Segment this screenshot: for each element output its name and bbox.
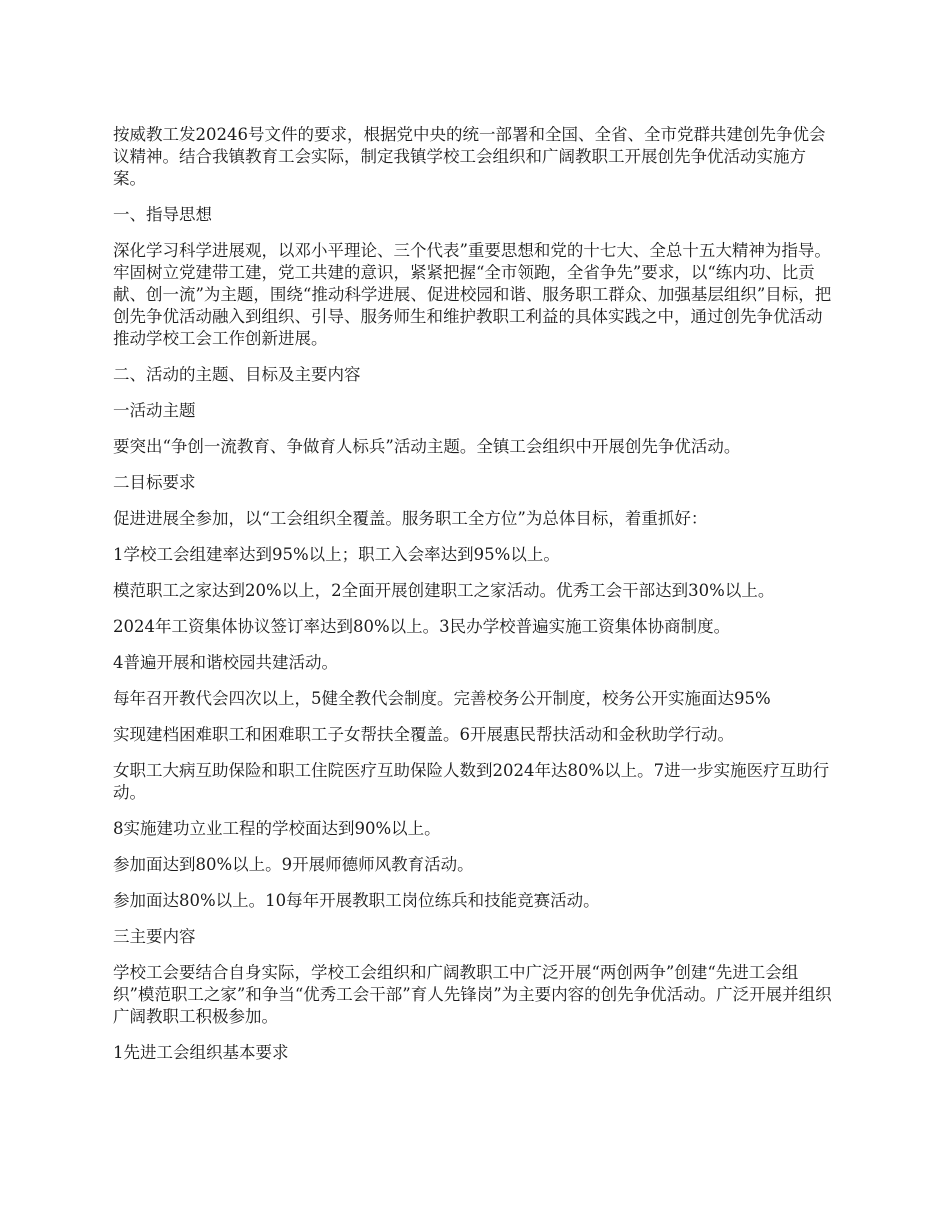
document-body [113, 124, 833, 1078]
goal-item-10: 参加面达80%以上。10每年开展教职工岗位练兵和技能竞赛活动。 [113, 891, 600, 910]
goal-requirements-paragraph: 促进进展全参加，以“工会组织全覆盖。服务职工全方位”为总体目标，着重抓好： [113, 509, 708, 528]
goal-item-6: 实现建档困难职工和困难职工子女帮扶全覆盖。6开展惠民帮扶活动和金秋助学行动。 [113, 725, 734, 744]
subheading-activity-theme: 一活动主题 [113, 401, 196, 420]
activity-theme-paragraph: 要突出“争创一流教育、争做育人标兵”活动主题。全镇工会组织中开展创先争优活动。 [113, 437, 741, 456]
main-content-paragraph: 学校工会要结合自身实际，学校工会组织和广阔教职工中广泛开展“两创两争”创建“先进工会组织”模范职工之家”和争当“优秀工会干部”育人先锋岗”为主要内容的创先争优活动。广泛开展并组织广阔教职工积极参加。 [113, 963, 832, 1026]
subheading-advanced-union-requirements: 1先进工会组织基本要求 [113, 1043, 289, 1062]
guiding-ideology-paragraph: 深化学习科学进展观，以邓小平理论、三个代表”重要思想和党的十七大、全总十五大精神为指导。牢固树立党建带工建，党工共建的意识，紧紧把握“全市领跑，全省争先”要求，以“练内功、比贡献、创一流”为主题，围绕“推动科学进展、促进校园和谐、服务职工群众、加强基层组织”目标，把创先争优活动融入到组织、引导、服务师生和维护教职工利益的具体实践之中，通过创先争优活动推动学校工会工作创新进展。 [113, 241, 832, 348]
goal-item-8: 8实施建功立业工程的学校面达到90%以上。 [113, 819, 441, 838]
intro-paragraph: 按威教工发20246号文件的要求，根据党中央的统一部署和全国、全省、全市党群共建创先争优会议精神。结合我镇教育工会实际，制定我镇学校工会组织和广阔教职工开展创先争优活动实施方案。 [113, 125, 826, 188]
subheading-main-content: 三主要内容 [113, 927, 196, 946]
goal-item-7: 女职工大病互助保险和职工住院医疗互助保险人数到2024年达80%以上。7进一步实施医疗互助行动。 [113, 761, 830, 802]
section-heading-guiding-ideology: 一、指导思想 [113, 205, 212, 224]
goal-item-4: 4普遍开展和谐校园共建活动。 [113, 653, 338, 672]
goal-item-9: 参加面达到80%以上。9开展师德师风教育活动。 [113, 855, 474, 874]
goal-item-2: 模范职工之家达到20%以上，2全面开展创建职工之家活动。优秀工会干部达到30%以上。 [113, 581, 775, 600]
goal-item-1: 1学校工会组建率达到95%以上；职工入会率达到95%以上。 [113, 545, 560, 564]
goal-item-3: 2024年工资集体协议签订率达到80%以上。3民办学校普遍实施工资集体协商制度。 [113, 617, 731, 636]
goal-item-5: 每年召开教代会四次以上，5健全教代会制度。完善校务公开制度，校务公开实施面达95% [113, 689, 771, 708]
subheading-goal-requirements: 二目标要求 [113, 473, 196, 492]
section-heading-activity-theme-goals: 二、活动的主题、目标及主要内容 [113, 365, 361, 384]
